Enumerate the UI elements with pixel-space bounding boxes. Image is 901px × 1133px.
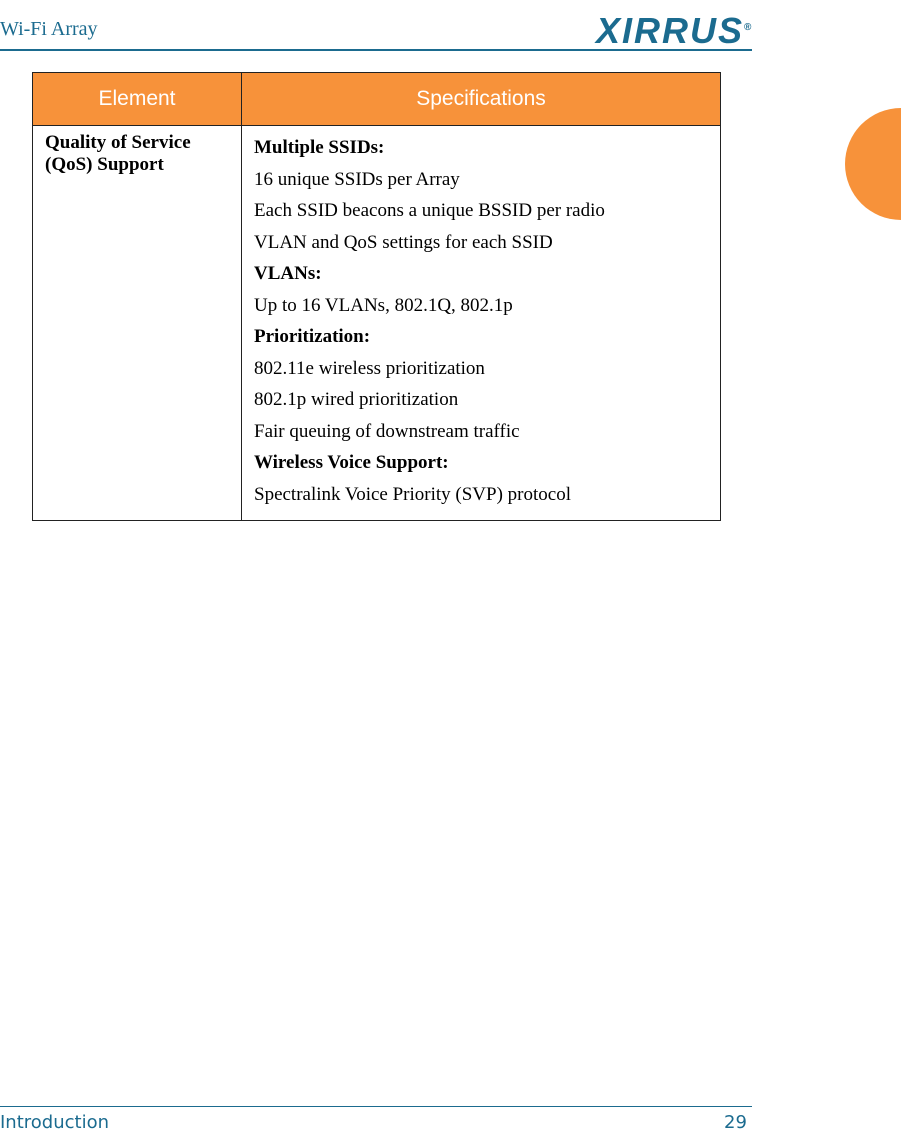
spec-line: 802.11e wireless prioritization (254, 357, 485, 379)
element-label: Quality of Service (QoS) Support (45, 132, 191, 175)
spec-heading: Multiple SSIDs: (254, 137, 385, 158)
footer-rule (0, 1106, 752, 1107)
spec-line: Fair queuing of downstream traffic (254, 420, 520, 442)
xirrus-logo (596, 10, 753, 49)
spec-line: VLAN and QoS settings for each SSID (254, 231, 553, 253)
spec-line: Spectralink Voice Priority (SVP) protocol (254, 483, 571, 505)
spec-heading: VLANs: (254, 263, 322, 284)
spec-line: Each SSID beacons a unique BSSID per radio (254, 200, 605, 221)
footer-section-name: Introduction (0, 1112, 110, 1133)
spec-line: 802.1p wired prioritization (254, 389, 459, 410)
registered-mark: ® (744, 22, 754, 33)
column-header-specifications: Specifications (242, 73, 721, 126)
header-rule (0, 49, 752, 51)
page-number: 29 (724, 1112, 747, 1133)
logo-text: XIRRUS (596, 10, 745, 51)
spec-table (32, 72, 721, 521)
running-header-title: Wi-Fi Array (0, 18, 98, 40)
spec-line: 16 unique SSIDs per Array (254, 168, 460, 190)
spec-heading: Prioritization: (254, 326, 371, 347)
table-header-row (33, 73, 721, 126)
section-tab-marker (845, 108, 901, 220)
element-cell (33, 126, 242, 521)
specifications-cell (242, 126, 721, 521)
spec-heading: Wireless Voice Support: (254, 452, 449, 473)
column-header-element: Element (33, 73, 242, 126)
table-row (33, 126, 721, 521)
spec-line: Up to 16 VLANs, 802.1Q, 802.1p (254, 294, 513, 316)
